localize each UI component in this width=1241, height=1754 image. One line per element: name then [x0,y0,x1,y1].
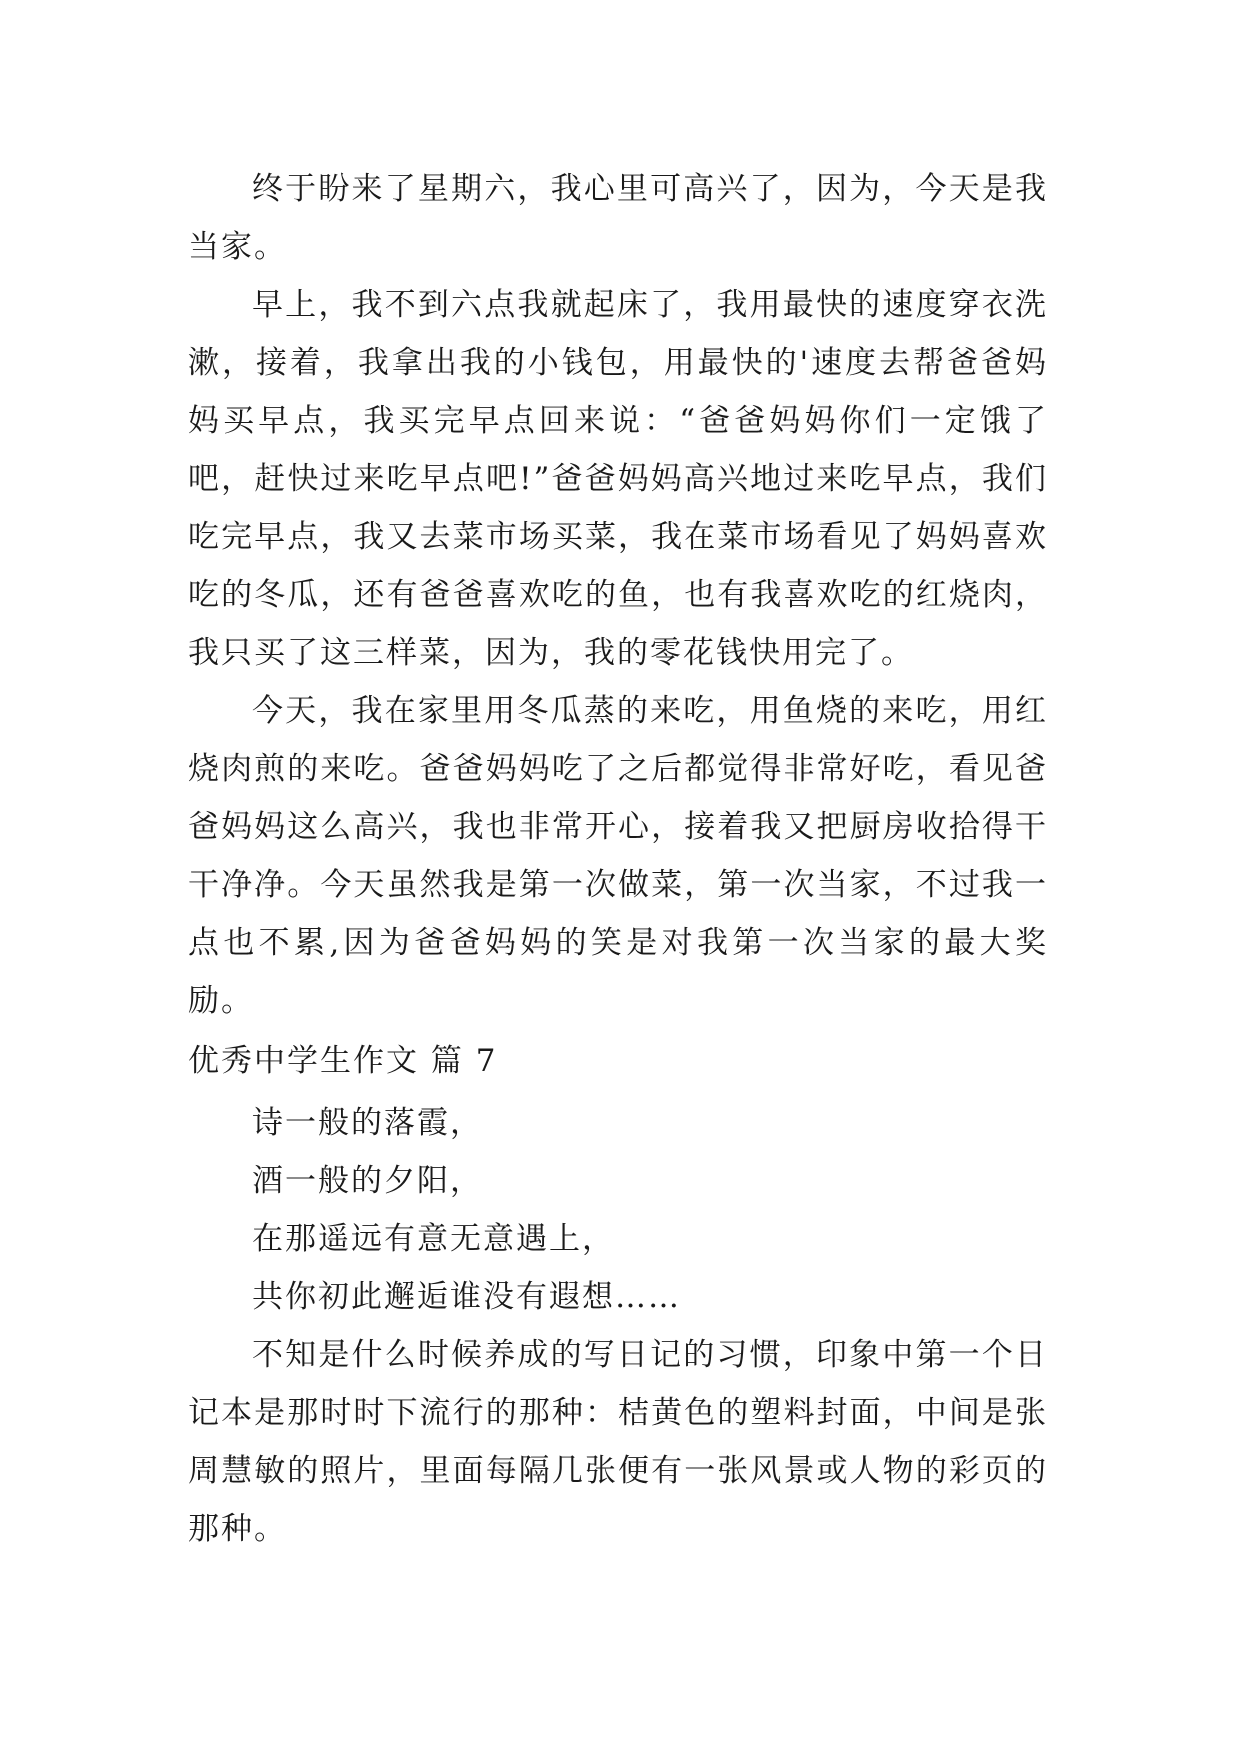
poem-line-3: 在那遥远有意无意遇上， [252,1221,615,1257]
essay-section-7 [188,1032,1048,1558]
poem-line-4: 共你初此邂逅谁没有遐想…… [252,1279,681,1315]
poem-line-2: 酒一般的夕阳， [252,1163,483,1199]
section-title: 优秀中学生作文 篇 7 [188,1043,498,1079]
paragraph-3: 今天，我在家里用冬瓜蒸的来吃，用鱼烧的来吃，用红烧肉煎的来吃。爸爸妈妈吃了之后都觉得非常好吃，看见爸爸妈妈这么高兴，我也非常开心，接着我又把厨房收拾得干干净净。今天虽然我是第一次做菜，第一次当家，不过我一点也不累,因为爸爸妈妈的笑是对我第一次当家的最大奖励。 [188,693,1048,1019]
paragraph-2: 早上，我不到六点我就起床了，我用最快的速度穿衣洗漱，接着，我拿出我的小钱包，用最快的'速度去帮爸爸妈妈买早点，我买完早点回来说：“爸爸妈妈你们一定饿了吧，赶快过来吃早点吧!”爸爸妈妈高兴地过来吃早点，我们吃完早点，我又去菜市场买菜，我在菜市场看见了妈妈喜欢吃的冬瓜，还有爸爸喜欢吃的鱼，也有我喜欢吃的红烧肉，我只买了这三样菜，因为，我的零花钱快用完了。 [188,287,1048,671]
section-paragraph: 不知是什么时候养成的写日记的习惯，印象中第一个日记本是那时时下流行的那种：桔黄色的塑料封面，中间是张周慧敏的照片，里面每隔几张便有一张风景或人物的彩页的那种。 [188,1337,1048,1547]
essay-body [188,160,1048,1030]
poem-line-1: 诗一般的落霞， [252,1105,483,1141]
paragraph-1: 终于盼来了星期六，我心里可高兴了，因为，今天是我当家。 [188,171,1048,265]
